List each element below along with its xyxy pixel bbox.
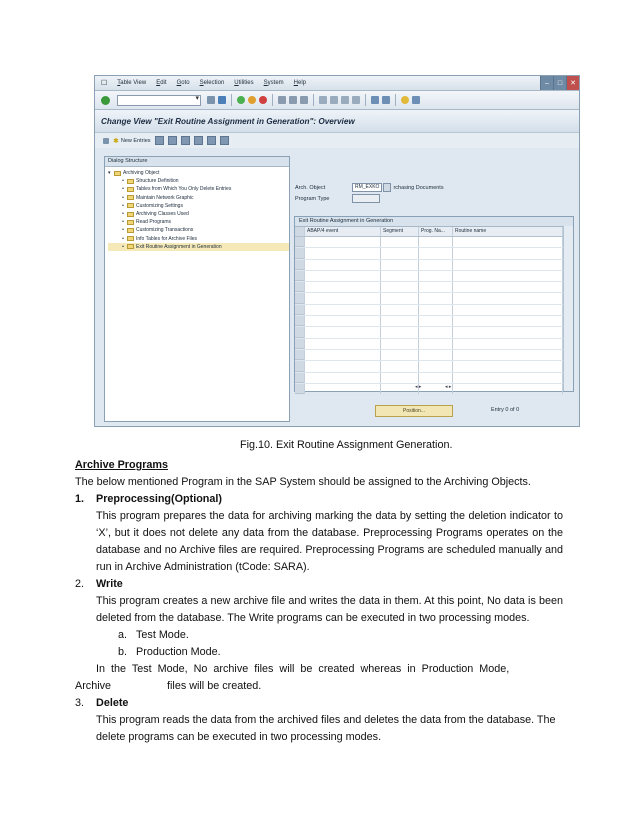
last-page-icon[interactable] xyxy=(352,96,360,104)
screen-title-bar xyxy=(95,110,579,133)
application-toolbar xyxy=(95,133,579,148)
column-header[interactable]: Prog. Na... xyxy=(419,227,453,236)
table-row[interactable] xyxy=(295,293,573,304)
standard-toolbar xyxy=(95,91,579,110)
tree-node[interactable]: • Structure Definition xyxy=(122,178,179,185)
cancel-icon[interactable] xyxy=(259,96,267,104)
select-all-icon[interactable] xyxy=(194,136,203,145)
tree-node[interactable]: • Info Tables for Archive Files xyxy=(122,235,198,242)
folder-icon xyxy=(127,187,134,192)
deselect-all-icon[interactable] xyxy=(220,136,229,145)
prev-page-icon[interactable] xyxy=(330,96,338,104)
table-row[interactable] xyxy=(295,237,573,248)
item-3-heading: 3. Delete xyxy=(75,697,129,709)
menu-bar xyxy=(95,76,579,91)
table-row[interactable] xyxy=(295,282,573,293)
program-type-field[interactable] xyxy=(352,194,380,203)
item-1-heading: 1. Preprocessing(Optional) xyxy=(75,493,222,505)
header-fields xyxy=(295,182,444,204)
layout-menu-icon[interactable] xyxy=(412,96,420,104)
position-button[interactable]: Position... xyxy=(375,405,453,417)
menu-goto[interactable]: Goto xyxy=(176,80,190,86)
column-header[interactable]: ABAP/4 event xyxy=(305,227,381,236)
sap-screenshot xyxy=(94,75,580,427)
document-body xyxy=(75,457,563,746)
copy-icon[interactable] xyxy=(155,136,164,145)
table-row[interactable] xyxy=(295,350,573,361)
table-row[interactable] xyxy=(295,327,573,338)
find-icon[interactable] xyxy=(289,96,297,104)
menu-help[interactable]: Help xyxy=(293,80,307,86)
mode-list-item: a. Test Mode. xyxy=(118,629,189,641)
folder-open-icon xyxy=(114,171,121,176)
command-field[interactable] xyxy=(117,95,201,106)
select-block-icon[interactable] xyxy=(207,136,216,145)
dialog-structure-header: Dialog Structure xyxy=(105,157,289,167)
folder-icon xyxy=(127,244,134,249)
print-icon[interactable] xyxy=(278,96,286,104)
next-page-icon[interactable] xyxy=(341,96,349,104)
section-heading: Archive Programs xyxy=(75,459,169,471)
table-row[interactable] xyxy=(295,339,573,350)
help-icon[interactable] xyxy=(401,96,409,104)
new-session-icon[interactable] xyxy=(371,96,379,104)
table-row[interactable] xyxy=(295,260,573,271)
entry-count: Entry 0 of 0 xyxy=(491,407,520,413)
back-arrow-icon[interactable] xyxy=(207,96,215,104)
expand-icon[interactable]: ▾ xyxy=(108,170,111,176)
tree-node[interactable]: • Customizing Settings xyxy=(122,202,183,209)
horizontal-scroll-arrows[interactable]: ◂ ▸ ◂ ▸ xyxy=(415,384,452,390)
item-3-title: Delete xyxy=(96,697,129,709)
menu-table-view[interactable]: Table View xyxy=(117,80,147,86)
value-help-icon[interactable] xyxy=(383,183,391,192)
minimize-icon[interactable]: – xyxy=(540,76,553,90)
first-page-icon[interactable] xyxy=(319,96,327,104)
item-1-title: Preprocessing(Optional) xyxy=(96,493,222,505)
screen-title: Change View "Exit Routine Assignment in Generation": Overview xyxy=(101,116,355,126)
folder-icon xyxy=(127,212,134,217)
find-next-icon[interactable] xyxy=(300,96,308,104)
program-type-label: Program Type xyxy=(295,195,330,202)
arch-object-label: Arch. Object xyxy=(295,184,326,191)
tree-node[interactable]: • Tables from Which You Only Delete Entries xyxy=(122,186,232,193)
tree-node[interactable]: • Customizing Transactions xyxy=(122,227,194,234)
mode-list-item: b. Production Mode. xyxy=(118,646,221,658)
table-row[interactable] xyxy=(295,361,573,372)
arch-object-description: rchasing Documents xyxy=(393,184,444,191)
menu-utilities[interactable]: Utilities xyxy=(234,80,254,86)
table-row[interactable] xyxy=(295,271,573,282)
menu-system[interactable]: System xyxy=(263,80,284,86)
folder-icon xyxy=(127,179,134,184)
new-entries-button[interactable]: ✱ New Entries xyxy=(113,137,151,145)
undo-icon[interactable] xyxy=(181,136,190,145)
item-3-body: This program reads the data from the archived files and deletes the data from the database. The delete programs can be executed in two processing modes. xyxy=(96,714,556,743)
item-2-note-line-2: Archive files will be created. xyxy=(75,680,262,692)
tree-node[interactable]: • Maintain Network Graphic xyxy=(122,194,194,201)
dialog-tree xyxy=(105,167,289,251)
window-controls xyxy=(540,76,579,90)
delete-icon[interactable] xyxy=(168,136,177,145)
tree-node[interactable]: • Read Programs xyxy=(122,219,172,226)
tree-node-archiving-object[interactable]: ▾ Archiving Object xyxy=(108,170,160,176)
item-2-note-line-1: In the Test Mode, No archive files will be created whereas in Production Mode, xyxy=(96,663,510,675)
table-row[interactable] xyxy=(295,373,573,384)
enter-icon[interactable] xyxy=(101,96,110,105)
vertical-scrollbar[interactable] xyxy=(563,226,573,391)
table-row[interactable] xyxy=(295,305,573,316)
close-icon[interactable]: ✕ xyxy=(566,76,579,90)
save-icon[interactable] xyxy=(218,96,226,104)
tree-node[interactable]: • Archiving Classes Used xyxy=(122,210,189,217)
menu-edit[interactable]: Edit xyxy=(156,80,167,86)
table-row[interactable] xyxy=(295,316,573,327)
back-icon[interactable] xyxy=(237,96,245,104)
table-row[interactable] xyxy=(295,248,573,259)
folder-icon xyxy=(127,220,134,225)
folder-icon xyxy=(127,236,134,241)
folder-icon xyxy=(127,195,134,200)
exit-icon[interactable] xyxy=(248,96,256,104)
shortcut-icon[interactable] xyxy=(382,96,390,104)
table-title: Exit Routine Assignment in Generation xyxy=(295,217,573,227)
item-2-body: This program creates a new archive file and writes the data in them. At this point, No data is been deleted from the database. The Write programs can be executed in two processing modes. xyxy=(96,595,563,624)
menu-icon[interactable]: ☐ xyxy=(101,80,108,87)
select-all-cell[interactable] xyxy=(295,227,305,236)
tree-node-selected[interactable]: • Exit Routine Assignment in Generation xyxy=(108,243,289,251)
column-header[interactable]: Routine name xyxy=(453,227,563,236)
table-header xyxy=(295,227,573,237)
folder-icon xyxy=(127,203,134,208)
menu-selection[interactable]: Selection xyxy=(199,80,225,86)
exit-routine-table xyxy=(294,216,574,392)
arch-object-field[interactable]: RM_EXKO xyxy=(352,183,382,192)
item-2-heading: 2. Write xyxy=(75,578,123,590)
display-change-icon[interactable] xyxy=(103,138,109,144)
folder-icon xyxy=(127,228,134,233)
item-1-body: This program prepares the data for archiving marking the data by setting the deletion indicator to ‘X’, but it does not delete any data from the database. Preprocessing Programs operates on the database and no Archive files are required. Preprocessing Programs are scheduled manually and run in Archive Administration (tCode: SARA). xyxy=(96,510,563,573)
new-entries-icon: ✱ xyxy=(113,137,119,145)
figure-caption: Fig.10. Exit Routine Assignment Generation. xyxy=(240,439,453,451)
intro-paragraph: The below mentioned Program in the SAP System should be assigned to the Archiving Objects. xyxy=(75,476,531,488)
dialog-structure-panel xyxy=(104,156,290,422)
maximize-icon[interactable]: □ xyxy=(553,76,566,90)
column-header[interactable]: Segment xyxy=(381,227,419,236)
item-2-title: Write xyxy=(96,578,123,590)
